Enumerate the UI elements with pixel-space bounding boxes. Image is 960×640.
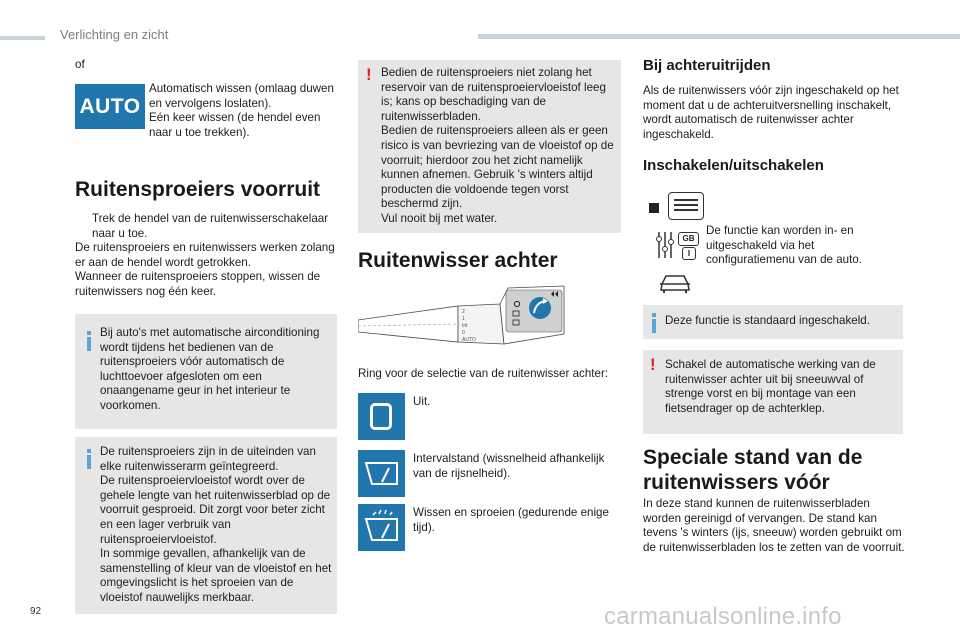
warning-rear-text: Schakel de automatische werking van de ruitenwisser achter uit bij sneeuwval of strenge vorst en bij montage van een fietsendrager op de achterklep.	[665, 358, 876, 415]
sliders-icon	[656, 230, 676, 260]
header-bar-right	[478, 34, 960, 39]
info-icon	[87, 337, 91, 351]
reverse-text: Als de ruitenwissers vóór zijn ingeschakeld op het moment dat u de achteruitversnelling inschakelt, wordt automatisch de ruitenwisser achter ingeschakeld.	[643, 84, 899, 141]
info-default-text: Deze functie is standaard ingeschakeld.	[665, 314, 870, 327]
heading-special-position: Speciale stand van de ruitenwissers vóór	[643, 446, 863, 494]
ring-label: AUTO	[462, 337, 476, 343]
wiper-interval-tile	[358, 450, 405, 497]
selector-ring-caption: Ring voor de selectie van de ruitenwisser achter:	[358, 367, 609, 380]
front-washer-bullet: Trek de hendel van de ruitenwisserschakelaar naar u toe.	[92, 212, 329, 240]
warning-washer-text: Bedien de ruitensproeiers niet zolang het reservoir van de ruitensproeiervloeistof leeg is; kans op beschadiging van de ruitenwisserbladen. Bedien de ruitensproeiers alleen als er geen risico is van bevriezing van de vloeistof op de voorruit; hierdoor zou het zicht namelijk kunnen afnemen. Gebruik 's winters altijd producten die voldoende tegen vorst beschermd zijn. Vul nooit bij met water.	[381, 66, 614, 225]
header-bar-left	[0, 36, 45, 40]
auto-icon-label: AUTO	[79, 95, 141, 118]
special-position-text: In deze stand kunnen de ruitenwisserbladen worden gereinigd of vervangen. De stand kan tevens 's winters (ijs, sneeuw) worden gebruikt om de ruitenwisserbladen los te zetten van de voorruit.	[643, 497, 905, 554]
warning-box-washer	[358, 60, 621, 233]
info-box-aircon	[75, 314, 337, 429]
wiper-interval-text: Intervalstand (wissnelheid afhankelijk van de rijsnelheid).	[413, 452, 605, 480]
ring-label: 0	[462, 330, 465, 336]
wiper-lever-drawing	[358, 282, 568, 356]
info-box-default	[643, 305, 903, 339]
page-number: 92	[30, 606, 42, 617]
wiper-lever-illustration	[358, 282, 568, 356]
ring-label: 1	[462, 316, 465, 322]
info-nozzles-text: De ruitensproeiers zijn in de uiteinden van elke ruitenwisserarm geïntegreerd. De ruitensproeiervloeistof wordt over de gehele lengte van het ruitenwisserblad op de voorruit gesproeid. Dit zorgt voor beter zicht en een lager verbruik van ruitensproeiervloeistof. In sommige gevallen, afhankelijk van de samenstelling of kleur van de vloeistof en het omgevingslicht is het sproeien van de vloeistof nauwelijks merkbaar.	[100, 445, 332, 604]
info-i-icon: I	[682, 247, 696, 260]
info-icon	[652, 319, 656, 333]
wiper-off-text: Uit.	[413, 395, 431, 408]
car-icon	[658, 270, 692, 299]
wiper-off-tile	[358, 393, 405, 440]
settings-icon-group	[656, 230, 701, 260]
ring-label: 2	[462, 309, 465, 315]
wiper-wash-tile	[358, 504, 405, 551]
off-symbol-icon	[370, 403, 392, 430]
front-washer-paragraph: De ruitensproeiers en ruitenwissers werken zolang er aan de hendel wordt getrokken. Wanneer de ruitensproeiers stoppen, wissen de ruitenwissers nog één keer.	[75, 241, 335, 298]
info-box-nozzles	[75, 437, 337, 614]
section-title: Verlichting en zicht	[60, 27, 169, 42]
auto-description: Automatisch wissen (omlaag duwen en vervolgens loslaten). Eén keer wissen (de hendel even naar u toe trekken).	[149, 82, 334, 139]
wiper-interval-icon	[358, 450, 405, 497]
onoff-text: De functie kan worden in- en uitgeschakeld via het configuratiemenu van de auto.	[706, 224, 862, 267]
language-gb-icon: GB	[678, 232, 699, 246]
heading-rear-wiper: Ruitenwisser achter	[358, 249, 558, 272]
heading-onoff: Inschakelen/uitschakelen	[643, 157, 824, 174]
auto-icon	[75, 84, 145, 129]
touchscreen-icon	[668, 192, 704, 220]
wiper-wash-icon	[358, 504, 405, 551]
warning-box-rear	[643, 350, 903, 434]
info-icon	[87, 455, 91, 469]
watermark: carmanualsonline.info	[604, 603, 842, 630]
warning-icon: !	[366, 65, 372, 84]
heading-front-washers: Ruitensproeiers voorruit	[75, 178, 321, 201]
of-label: of	[75, 58, 85, 71]
screen-icon-group	[647, 192, 707, 222]
front-washer-instructions	[75, 212, 337, 300]
ring-label: Int	[462, 323, 468, 329]
wiper-wash-text: Wissen en sproeien (gedurende enige tijd).	[413, 506, 609, 534]
heading-reverse: Bij achteruitrijden	[643, 57, 771, 74]
warning-icon: !	[650, 355, 656, 374]
screen-button-icon	[649, 203, 659, 213]
info-aircon-text: Bij auto's met automatische airconditioning wordt tijdens het bedienen van de ruitensproeiers vóór automatisch de luchttoevoer afgesloten om een onaangename geur in het interieur te voorkomen.	[100, 326, 320, 412]
